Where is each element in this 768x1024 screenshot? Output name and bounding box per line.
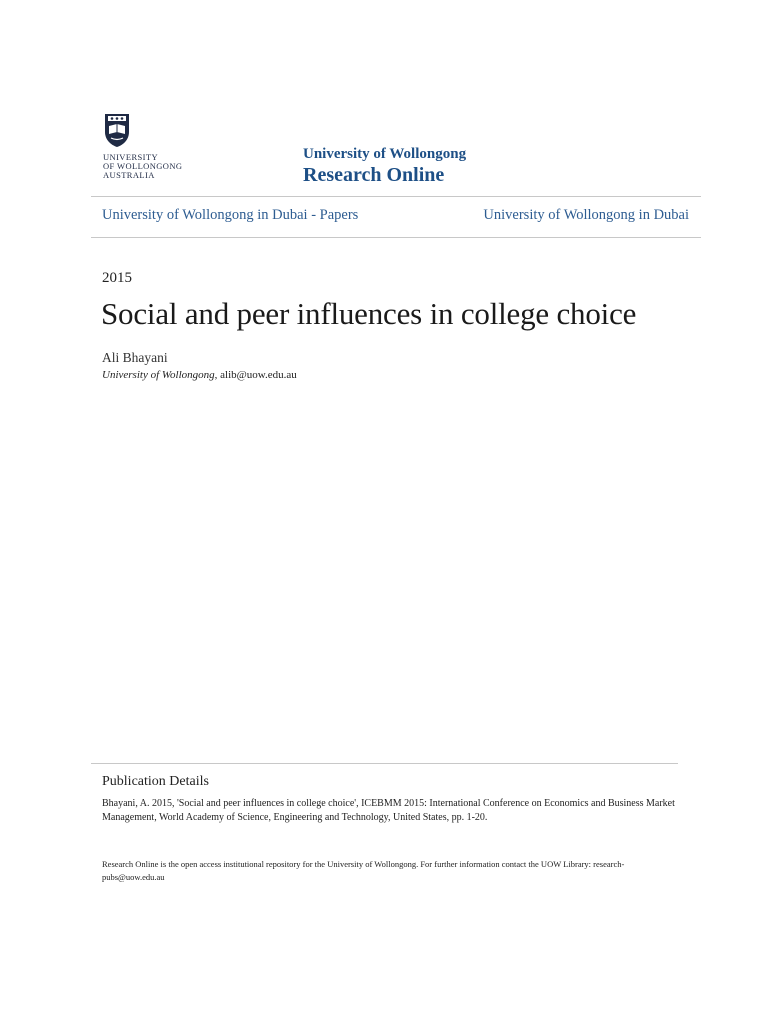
logo-line-2: OF WOLLONGONG	[103, 161, 183, 171]
logo-line-1: UNIVERSITY	[103, 152, 158, 162]
header-divider-bottom	[91, 237, 701, 238]
affiliation-name: University of Wollongong	[102, 369, 215, 381]
logo-line-3: AUSTRALIA	[103, 170, 155, 180]
paper-title: Social and peer influences in college choice	[101, 296, 637, 331]
publication-details-heading: Publication Details	[102, 774, 209, 789]
papers-collection-link[interactable]: University of Wollongong in Dubai - Papers	[102, 207, 359, 223]
details-divider	[91, 763, 678, 764]
repository-footer-note: Research Online is the open access institutional repository for the University of Wollongong. For further information contact the UOW Library: research-pubs@uow.edu.au	[102, 859, 625, 882]
author-affiliation	[102, 369, 297, 381]
repository-name-top: University of Wollongong	[303, 146, 467, 162]
crest-icon	[103, 112, 131, 148]
author-email[interactable]: , alib@uow.edu.au	[214, 369, 297, 381]
repository-name-main: Research Online	[303, 164, 445, 186]
header-divider-top	[91, 196, 701, 197]
publication-year: 2015	[102, 270, 132, 286]
dubai-collection-link[interactable]: University of Wollongong in Dubai	[483, 207, 689, 223]
university-logo	[103, 112, 213, 180]
research-online-brand[interactable]	[303, 145, 466, 187]
publication-citation: Bhayani, A. 2015, 'Social and peer influences in college choice', ICEBMM 2015: International Conference on Economics and Business Market Management, World Academy of Science, Engineering and Technology, United States, pp. 1-20.	[102, 798, 675, 823]
author-name: Ali Bhayani	[102, 350, 168, 365]
